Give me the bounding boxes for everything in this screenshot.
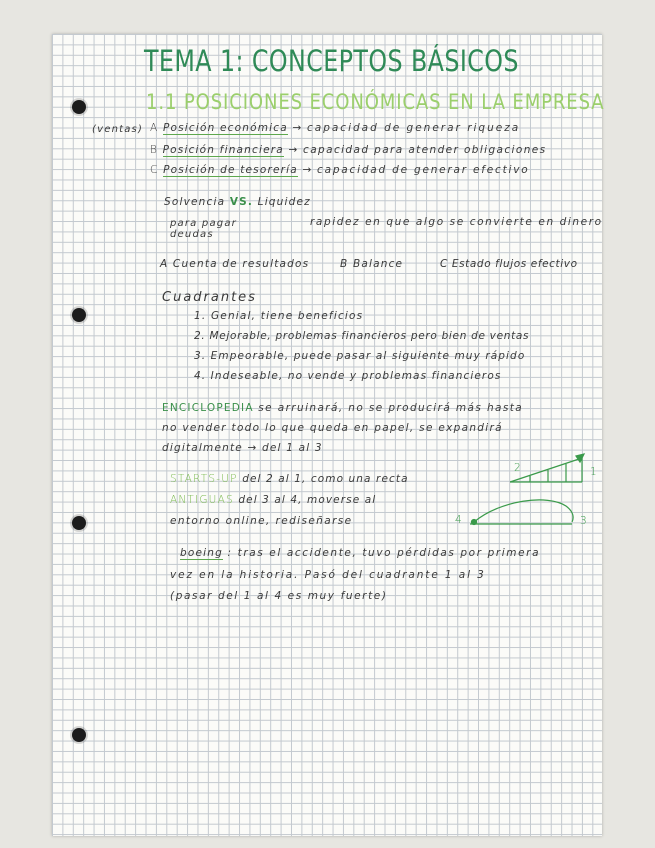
liquidity-note: rapidez en que algo se convierte en dinero bbox=[310, 216, 603, 228]
startup-keyword: STARTS-UP bbox=[170, 473, 238, 485]
position-desc: capacidad para atender obligaciones bbox=[303, 144, 547, 156]
encyclopedia-text: digitalmente → del 1 al 3 bbox=[162, 442, 323, 454]
startup-text: del 2 al 1, como una recta bbox=[242, 473, 409, 485]
statement-b: B Balance bbox=[340, 258, 404, 270]
page-title: TEMA 1: CONCEPTOS BÁSICOS bbox=[144, 44, 519, 78]
diagram-label-1: 1 bbox=[590, 466, 598, 478]
encyclopedia-text: no vender todo lo que queda en papel, se expandirá bbox=[162, 422, 503, 434]
arrow: → bbox=[292, 122, 303, 134]
margin-note: (ventas) bbox=[92, 124, 144, 135]
old-companies-keyword: ANTIGUAS bbox=[170, 494, 234, 506]
position-name: Posición de tesorería bbox=[163, 164, 298, 176]
position-desc: capacidad de generar riqueza bbox=[306, 122, 521, 134]
old-companies-text: entorno online, rediseñarse bbox=[170, 515, 353, 527]
quadrant-item: 4. Indeseable, no vende y problemas financieros bbox=[194, 370, 502, 382]
diagram-label-2: 2 bbox=[514, 462, 522, 474]
diagram-label-3: 3 bbox=[580, 515, 588, 527]
encyclopedia-text: se arruinará, no se producirá más hasta bbox=[258, 402, 524, 414]
position-letter: B bbox=[150, 144, 159, 156]
position-name: Posición económica bbox=[162, 122, 288, 134]
arrow: → bbox=[288, 144, 299, 156]
statement-c: C Estado flujos efectivo bbox=[440, 258, 578, 270]
position-letter: C bbox=[150, 164, 159, 176]
solvency-label: Solvencia bbox=[164, 196, 226, 208]
position-letter: A bbox=[150, 122, 159, 134]
quadrant-item: 2. Mejorable, problemas financieros pero bien de ventas bbox=[194, 330, 530, 342]
position-desc: capacidad de generar efectivo bbox=[317, 164, 530, 176]
quadrants-heading: Cuadrantes bbox=[162, 290, 257, 305]
statement-a: A Cuenta de resultados bbox=[160, 258, 310, 270]
encyclopedia-keyword: ENCICLOPEDIA bbox=[162, 402, 254, 414]
solvency-note: para pagar deudas bbox=[170, 218, 237, 240]
boeing-text: : tras el accidente, tuvo pérdidas por primera bbox=[227, 547, 541, 559]
position-name: Posición financiera bbox=[162, 144, 284, 156]
vs-label: VS. bbox=[229, 196, 254, 208]
boeing-text: vez en la historia. Pasó del cuadrante 1 al 3 bbox=[170, 569, 486, 581]
old-companies-curve bbox=[470, 500, 573, 525]
section-subtitle: 1.1 POSICIONES ECONÓMICAS EN LA EMPRESA bbox=[146, 90, 605, 114]
boeing-text: (pasar del 1 al 4 es muy fuerte) bbox=[170, 590, 388, 602]
diagram-label-4: 4 bbox=[455, 514, 463, 526]
old-companies-text: del 3 al 4, moverse al bbox=[238, 494, 377, 506]
boeing-keyword: boeing bbox=[180, 547, 223, 559]
arrow: → bbox=[302, 164, 313, 176]
quadrant-item: 3. Empeorable, puede pasar al siguiente muy rápido bbox=[194, 350, 526, 362]
liquidity-label: Liquidez bbox=[257, 196, 311, 208]
quadrant-item: 1. Genial, tiene beneficios bbox=[194, 310, 364, 322]
boeing-line bbox=[180, 547, 540, 559]
